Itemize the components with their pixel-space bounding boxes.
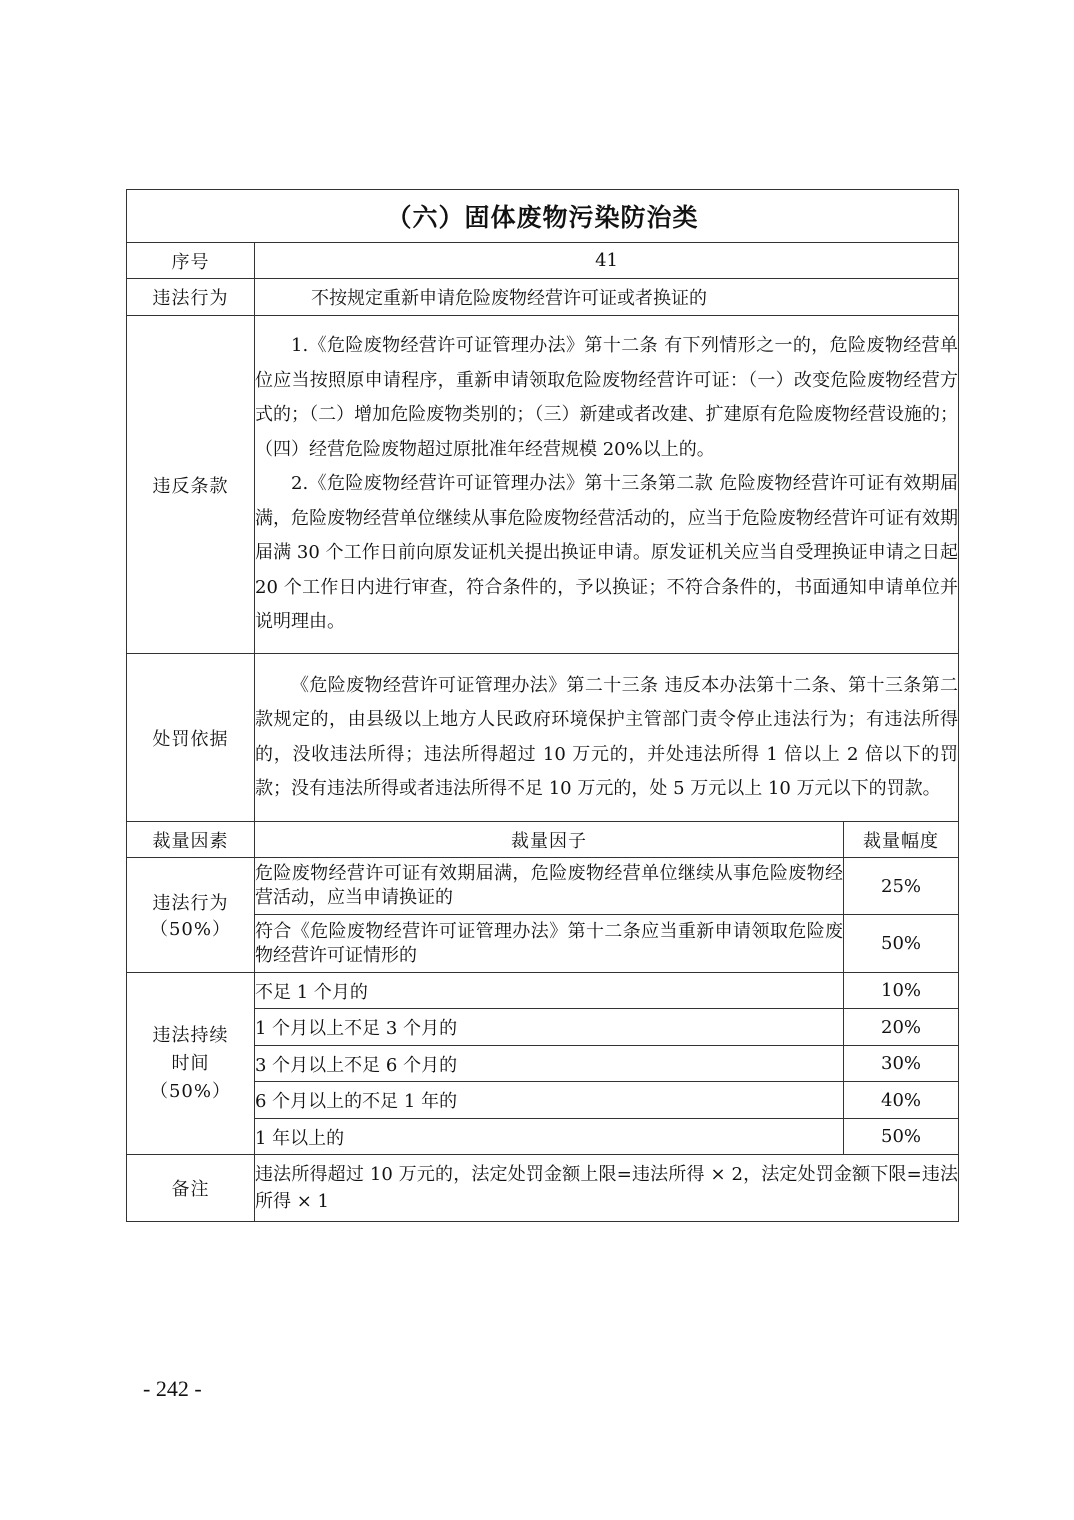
page-number: - 242 - — [143, 1376, 202, 1401]
penalty-table — [126, 189, 959, 1222]
behavior-label: 违法行为 — [127, 279, 255, 316]
behavior-text: 不按规定重新申请危险废物经营许可证或者换证的 — [255, 279, 959, 316]
remark-text: 违法所得超过 10 万元的，法定处罚金额上限=违法所得 × 2，法定处罚金额下限=违法所得 × 1 — [255, 1155, 959, 1222]
behavior-group-weight: （50%） — [149, 919, 231, 940]
duration-text: 1 年以上的 — [255, 1119, 844, 1155]
range-column-header: 裁量幅度 — [844, 822, 959, 858]
duration-text: 不足 1 个月的 — [255, 973, 844, 1009]
behavior-group-title: 违法行为 — [152, 893, 229, 914]
duration-group-title-1: 违法持续 — [152, 1024, 229, 1046]
remark-label: 备注 — [127, 1155, 255, 1222]
factor-text: 危险废物经营许可证有效期届满，危险废物经营单位继续从事危险废物经营活动，应当申请换证的 — [255, 858, 844, 915]
duration-group-title-2: 时间 — [171, 1052, 210, 1074]
table-title: （六）固体废物污染防治类 — [127, 190, 959, 243]
duration-percent: 20% — [844, 1009, 959, 1046]
duration-percent: 40% — [844, 1082, 959, 1119]
clause-paragraph: 2.《危险废物经营许可证管理办法》第十三条第二款 危险废物经营许可证有效期届满，危险废物经营单位继续从事危险废物经营活动的，应当于危险废物经营许可证有效期届满 30 个工作日前向原发证机关提出换证申请。原发证机关应当自受理换证申请之日起 20 个工作日内进行审查，符合条件的，予以换证；不符合条件的，书面通知申请单位并说明理由。 — [255, 473, 959, 633]
duration-text: 6 个月以上的不足 1 年的 — [255, 1082, 844, 1119]
factors-label: 裁量因素 — [127, 822, 255, 858]
factor-column-header: 裁量因子 — [255, 822, 844, 858]
clauses-cell — [255, 316, 959, 654]
basis-cell — [255, 654, 959, 822]
basis-label: 处罚依据 — [127, 654, 255, 822]
factor-text: 符合《危险废物经营许可证管理办法》第十二条应当重新申请领取危险废物经营许可证情形的 — [255, 915, 844, 973]
duration-percent: 50% — [844, 1119, 959, 1155]
factor-percent: 25% — [844, 858, 959, 915]
clauses-label: 违反条款 — [127, 316, 255, 654]
behavior-group-label — [127, 858, 255, 973]
factor-percent: 50% — [844, 915, 959, 973]
duration-percent: 10% — [844, 973, 959, 1009]
seq-label: 序号 — [127, 243, 255, 279]
clause-paragraph: 1.《危险废物经营许可证管理办法》第十二条 有下列情形之一的，危险废物经营单位应当按照原申请程序，重新申请领取危险废物经营许可证：（一）改变危险废物经营方式的；（二）增加危险废物类别的；（三）新建或者改建、扩建原有危险废物经营设施的；（四）经营危险废物超过原批准年经营规模 20%以上的。 — [255, 335, 959, 460]
duration-text: 3 个月以上不足 6 个月的 — [255, 1046, 844, 1082]
duration-percent: 30% — [844, 1046, 959, 1082]
duration-text: 1 个月以上不足 3 个月的 — [255, 1009, 844, 1046]
seq-value: 41 — [255, 243, 959, 279]
basis-paragraph: 《危险废物经营许可证管理办法》第二十三条 违反本办法第十二条、第十三条第二款规定的，由县级以上地方人民政府环境保护主管部门责令停止违法行为；有违法所得的，没收违法所得；违法所得超过 10 万元的，并处违法所得 1 倍以上 2 倍以下的罚款；没有违法所得或者违法所得不足 10 万元的，处 5 万元以上 10 万元以下的罚款。 — [255, 674, 959, 799]
duration-group-label — [127, 973, 255, 1155]
duration-group-weight: （50%） — [149, 1080, 231, 1102]
